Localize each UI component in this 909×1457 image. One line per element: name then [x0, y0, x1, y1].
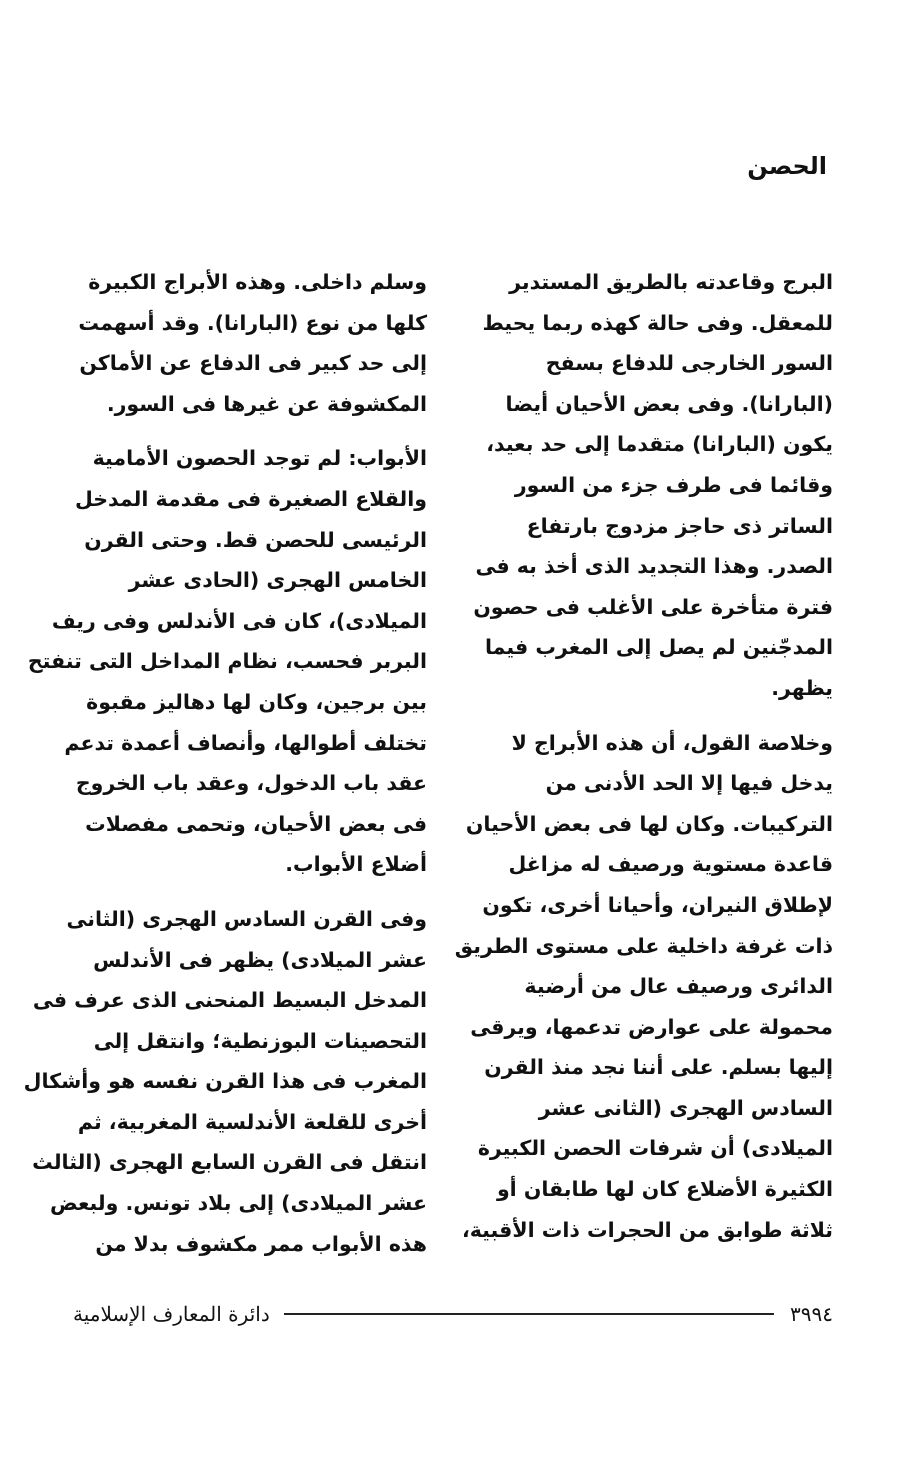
page-number: ٣٩٩٤: [790, 1302, 833, 1326]
paragraph: [67, 262, 427, 424]
text-line: المكشوفة عن غيرها فى السور.: [106, 391, 427, 416]
paragraph-gap: [67, 885, 427, 899]
text-line: للمعقل. وفى حالة كهذه ربما يحيط: [482, 310, 833, 335]
text-line: لإطلاق النيران، وأحيانا أخرى، تكون: [482, 892, 833, 917]
paragraph-gap: [473, 709, 833, 723]
paragraph: [27, 438, 427, 885]
running-title: الحصن: [747, 152, 827, 180]
text-line: الميلادى)، كان فى الأندلس وفى ريف: [51, 608, 427, 633]
text-line: الميلادى) أن شرفات الحصن الكبيرة: [477, 1136, 833, 1161]
text-line: محمولة على عوارض تدعمها، ويرقى: [470, 1014, 833, 1039]
text-line: يظهر.: [771, 675, 833, 700]
publication-title: دائرة المعارف الإسلامية: [73, 1302, 270, 1326]
text-line: البربر فحسب، نظام المداخل التى تنفتح: [27, 649, 427, 674]
paragraph-gap: [67, 424, 427, 438]
text-line: الصدر. وهذا التجديد الذى أخذ به فى: [475, 554, 833, 579]
text-line: إليها بسلم. على أننا نجد منذ القرن: [484, 1055, 833, 1080]
text-line: الدائرى ورصيف عال من أرضية: [524, 974, 833, 999]
text-line: التركيبات. وكان لها فى بعض الأحيان: [465, 811, 833, 836]
text-line: كلها من نوع (البارانا). وقد أسهمت: [78, 310, 427, 335]
text-line: ذات غرفة داخلية على مستوى الطريق: [454, 933, 833, 958]
text-line: تختلف أطوالها، وأنصاف أعمدة تدعم: [64, 730, 427, 755]
text-line: السور الخارجى للدفاع بسفح: [545, 351, 833, 376]
text-line: انتقل فى القرن السابع الهجرى (الثالث: [32, 1150, 427, 1175]
text-line: إلى حد كبير فى الدفاع عن الأماكن: [79, 351, 427, 376]
text-line: فى بعض الأحيان، وتحمى مفصلات: [85, 811, 427, 836]
paragraph: [473, 262, 833, 709]
text-line: فترة متأخرة على الأغلب فى حصون: [473, 594, 833, 619]
text-line: المغرب فى هذا القرن نفسه هو وأشكال: [23, 1069, 427, 1094]
text-line: وخلاصة القول، أن هذه الأبراج لا: [511, 730, 833, 755]
text-line: عقد باب الدخول، وعقد باب الخروج: [75, 771, 427, 796]
text-line: وسلم داخلى. وهذه الأبراج الكبيرة: [88, 270, 427, 294]
text-line: يدخل فيها إلا الحد الأدنى من: [545, 771, 833, 796]
text-line: التحصينات البوزنطية؛ وانتقل إلى: [93, 1028, 427, 1053]
text-line: عشر الميلادى) إلى بلاد تونس. ولبعض: [50, 1191, 427, 1216]
text-line: الساتر ذى حاجز مزدوج بارتفاع: [526, 513, 833, 538]
page-footer: [73, 1294, 833, 1334]
footer-divider: [284, 1313, 774, 1315]
text-line: (البارانا). وفى بعض الأحيان أيضا: [505, 391, 833, 416]
text-line: بين برجين، وكان لها دهاليز مقبوة: [86, 689, 427, 714]
text-line: عشر الميلادى) يظهر فى الأندلس: [93, 947, 427, 972]
text-line: وقائما فى طرف جزء من السور: [514, 472, 833, 497]
paragraph: [454, 723, 833, 1251]
text-line: أضلاع الأبواب.: [285, 852, 427, 877]
text-line: البرج وقاعدته بالطريق المستدير: [509, 270, 833, 294]
text-line: وفى القرن السادس الهجرى (الثانى: [66, 906, 427, 931]
text-line: الأبواب: لم توجد الحصون الأمامية: [92, 446, 427, 471]
text-line: المدخل البسيط المنحنى الذى عرف فى: [32, 988, 427, 1013]
text-line: السادس الهجرى (الثانى عشر: [538, 1095, 833, 1120]
text-line: هذه الأبواب ممر مكشوف بدلا من: [95, 1231, 427, 1256]
text-line: أخرى للقلعة الأندلسية المغربية، ثم: [77, 1109, 427, 1134]
text-line: يكون (البارانا) متقدما إلى حد بعيد،: [486, 432, 833, 457]
text-line: ثلاثة طوابق من الحجرات ذات الأقبية،: [461, 1217, 833, 1242]
text-line: والقلاع الصغيرة فى مقدمة المدخل: [74, 486, 427, 511]
text-column-left: [23, 262, 427, 1264]
text-line: الكثيرة الأضلاع كان لها طابقان أو: [496, 1177, 833, 1202]
text-column-right: [454, 262, 833, 1250]
paragraph: [23, 899, 427, 1264]
text-line: الرئيسى للحصن قط. وحتى القرن: [84, 527, 427, 552]
text-line: الخامس الهجرى (الحادى عشر: [128, 568, 427, 593]
text-line: قاعدة مستوية ورصيف له مزاغل: [508, 852, 833, 877]
text-line: المدجّنين لم يصل إلى المغرب فيما: [484, 635, 833, 660]
